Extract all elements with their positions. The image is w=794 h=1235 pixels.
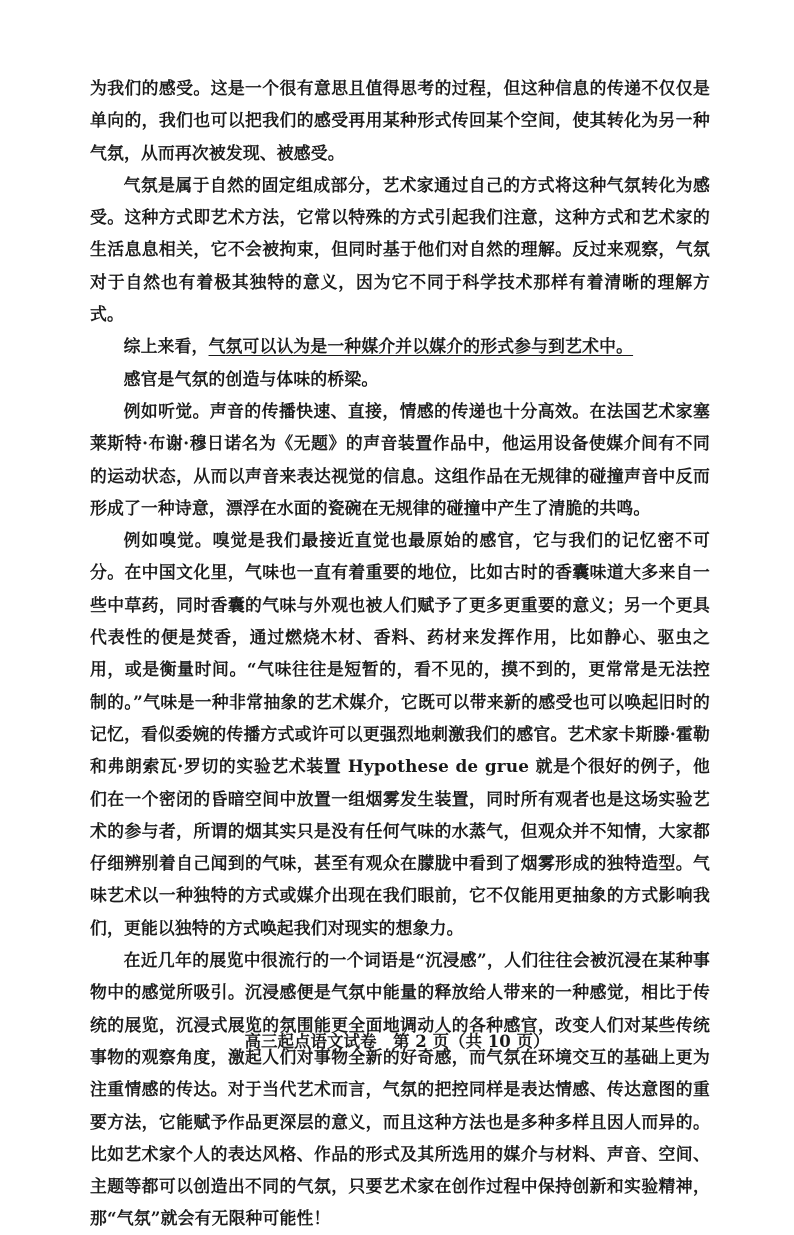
paragraph-atmosphere-nature: 气氛是属于自然的固定组成部分，艺术家通过自己的方式将这种气氛转化为感受。这种方式即艺术方法，它常以特殊的方式引起我们注意，这种方式和艺术家的生活息息相关，它不会被拘束，但同时基于他们对自然的理解。反过来观察，气氛对于自然也有着极其独特的意义，因为它不同于科学技术那样有着清晰的理解方式。	[90, 174, 710, 325]
paragraph-smell: 例如嗅觉。嗅觉是我们最接近直觉也最原始的感官，它与我们的记忆密不可分。在中国文化里，气味也一直有着重要的地位，比如古时的香囊味道大多来自一些中草药，同时香囊的气味与外观也被人们赋予了更多更重要的意义；另一个更具代表性的便是焚香，通过燃烧木材、香料、药材来发挥作用，比如静心、驱虫之用，或是衡量时间。“气味往往是短暂的，看不见的，摸不到的，更常常是无法控制的。”气味是一种非常抽象的艺术媒介，它既可以带来新的感受也可以唤起旧时的记忆，看似委婉的传播方式或许可以更强烈地刺激我们的感官。艺术家卡斯滕·霍勒和弗朗索瓦·罗切的实验艺术装置 Hypothese de grue 就是个很好的例子，他们在一个密闭的昏暗空间中放置一组烟雾发生装置，同时所有观者也是这场实验艺术的参与者，所谓的烟其实只是没有任何气味的水蒸气，但观众并不知情，大家都仔细辨别着自己闻到的气味，甚至有观众在朦胧中看到了烟雾形成的独特造型。气味艺术以一种独特的方式或媒介出现在我们眼前，它不仅能用更抽象的方式影响我们，更能以独特的方式唤起我们对现实的想象力。	[90, 530, 710, 938]
underlined-sentence: 气氛可以认为是一种媒介并以媒介的形式参与到艺术中。	[208, 336, 634, 357]
paragraph-hearing: 例如听觉。声音的传播快速、直接，情感的传递也十分高效。在法国艺术家塞莱斯特·布谢·穆日诺名为《无题》的声音装置作品中，他运用设备使媒介间有不同的运动状态，从而以声音来表达视觉的信息。这组作品在无规律的碰撞声音中反而形成了一种诗意，漂浮在水面的瓷碗在无规律的碰撞中产生了清脆的共鸣。	[90, 400, 710, 518]
paragraph-senses-bridge: 感官是气氛的创造与体味的桥梁。	[123, 368, 379, 389]
paragraph-summary	[90, 330, 710, 362]
paragraph-continuation: 为我们的感受。这是一个很有意思且值得思考的过程，但这种信息的传递不仅仅是单向的，我们也可以把我们的感受再用某种形式传回某个空间，使其转化为另一种气氛，从而再次被发现、被感受。	[90, 78, 710, 163]
summary-prefix: 综上来看，	[123, 336, 209, 357]
document-body	[90, 72, 710, 1235]
paragraph-immersion: 在近几年的展览中很流行的一个词语是“沉浸感”，人们往往会被沉浸在某种事物中的感觉所吸引。沉浸感便是气氛中能量的释放给人带来的一种感觉，相比于传统的展览，沉浸式展览的氛围能更全面地调动人的各种感官，改变人们对某些传统事物的观察角度，激起人们对事物全新的好奇感，而气氛在环境交互的基础上更为注重情感的传达。对于当代艺术而言，气氛的把控同样是表达情感、传达意图的重要方法，它能赋予作品更深层的意义，而且这种方法也是多种多样且因人而异的。比如艺术家个人的表达风格、作品的形式及其所选用的媒介与材料、声音、空间、主题等都可以创造出不同的气氛，只要艺术家在创作过程中保持创新和实验精神，那“气氛”就会有无限种可能性！	[90, 950, 710, 1229]
page-footer: 高三起点语文试卷 第 2 页（共 10 页）	[244, 1032, 550, 1051]
